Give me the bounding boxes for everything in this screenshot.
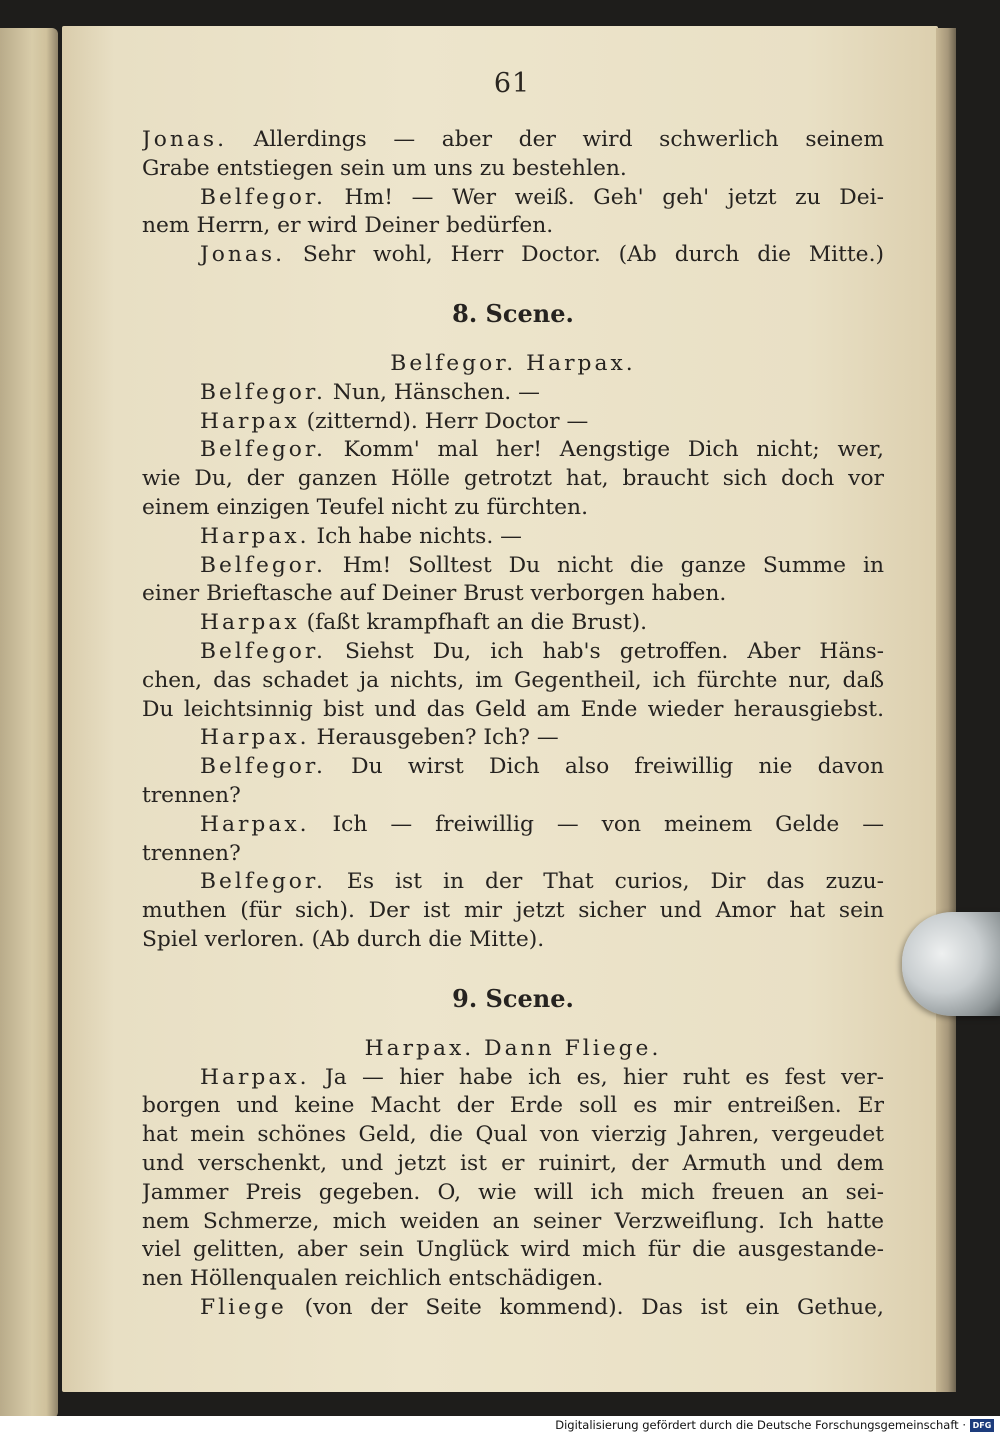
line-text: trennen? bbox=[142, 782, 241, 808]
speaker-name: Belfegor. bbox=[200, 638, 326, 664]
line-text: Sehr wohl, Herr Doctor. (Ab durch die Mitte.) bbox=[302, 242, 884, 268]
line-text: nen Höllenqualen reichlich entschädigen. bbox=[142, 1266, 604, 1292]
dialogue-line bbox=[142, 811, 884, 840]
line-text: Komm' mal her! Aengstige Dich nicht; wer, bbox=[343, 437, 884, 463]
line-text: nem Herrn, er wird Deiner bedürfen. bbox=[142, 213, 554, 239]
text-line bbox=[142, 212, 884, 241]
text-line bbox=[142, 580, 884, 609]
text-line bbox=[142, 840, 884, 869]
funding-notice: Digitalisierung gefördert durch die Deutsche Forschungsgemeinschaft · bbox=[555, 1418, 966, 1432]
line-text: Ich habe nichts. — bbox=[316, 523, 522, 549]
speaker-name: Harpax. bbox=[200, 811, 310, 837]
line-text: und verschenkt, und jetzt ist er ruinirt, der Armuth und dem bbox=[142, 1150, 884, 1176]
line-text: Ja — hier habe ich es, hier ruht es fest ver- bbox=[324, 1064, 884, 1090]
dialogue-line bbox=[142, 126, 884, 155]
line-text: Herausgeben? Ich? — bbox=[316, 725, 559, 751]
spacer bbox=[142, 270, 884, 294]
speaker-name: Belfegor. bbox=[200, 437, 326, 463]
dialogue-line bbox=[142, 436, 884, 465]
spacer bbox=[142, 1019, 884, 1035]
line-text: muthen (für sich). Der ist mir jetzt sicher und Amor hat sein bbox=[142, 898, 884, 924]
dialogue-line bbox=[142, 379, 884, 408]
speaker-name: Jonas. bbox=[142, 127, 228, 152]
line-text: Harpax. Dann Fliege. bbox=[364, 1035, 662, 1061]
text-line bbox=[142, 1092, 884, 1121]
line-text: Hm! Solltest Du nicht die ganze Summe in bbox=[342, 552, 884, 578]
dialogue-line bbox=[142, 241, 884, 270]
spacer bbox=[142, 955, 884, 979]
text-line bbox=[142, 465, 884, 494]
line-text: Allerdings — aber der wird schwerlich seinem bbox=[253, 127, 884, 152]
text-line bbox=[142, 494, 884, 523]
line-text: nem Schmerze, mich weiden an seiner Verzweiflung. Ich hatte bbox=[142, 1208, 884, 1234]
line-text: chen, das schadet ja nichts, im Gegentheil, ich fürchte nur, daß bbox=[142, 667, 884, 693]
text-line bbox=[142, 1150, 884, 1179]
dialogue-line bbox=[142, 724, 884, 753]
page-clip-icon bbox=[902, 912, 1000, 1016]
dialogue-line bbox=[142, 609, 884, 638]
speaker-name: Harpax. bbox=[200, 1064, 310, 1090]
speaker-name: Harpax bbox=[200, 610, 300, 636]
dialogue-line bbox=[142, 638, 884, 667]
line-text: (zitternd). Herr Doctor — bbox=[306, 408, 589, 434]
line-text: hat mein schönes Geld, die Qual von vierzig Jahren, vergeudet bbox=[142, 1122, 884, 1148]
speaker-name: Harpax. bbox=[200, 523, 310, 549]
dialogue-line bbox=[142, 523, 884, 552]
dialogue-line bbox=[142, 184, 884, 213]
speaker-name: Harpax. bbox=[200, 725, 310, 751]
text-line bbox=[142, 1236, 884, 1265]
page-text bbox=[142, 126, 884, 1323]
text-line bbox=[142, 1179, 884, 1208]
spacer bbox=[142, 334, 884, 350]
line-text: Hm! — Wer weiß. Geh' geh' jetzt zu Dei- bbox=[344, 184, 884, 210]
speaker-name: Belfegor. bbox=[200, 754, 326, 780]
dialogue-line bbox=[142, 552, 884, 581]
text-line bbox=[142, 897, 884, 926]
line-text: Spiel verloren. (Ab durch die Mitte). bbox=[142, 926, 545, 952]
line-text: Belfegor. Harpax. bbox=[390, 350, 636, 376]
dfg-logo: DFG bbox=[970, 1419, 994, 1432]
line-text: borgen und keine Macht der Erde soll es mir entreißen. Er bbox=[142, 1093, 884, 1119]
text-line bbox=[142, 350, 884, 379]
speaker-name: Belfegor. bbox=[200, 184, 326, 210]
line-text: Nun, Hänschen. — bbox=[332, 379, 540, 405]
dialogue-line bbox=[142, 1294, 884, 1323]
text-line bbox=[142, 1208, 884, 1237]
text-line bbox=[142, 782, 884, 811]
line-text: einem einzigen Teufel nicht zu fürchten. bbox=[142, 494, 589, 520]
page-stack-edge bbox=[936, 28, 956, 1392]
speaker-name: Fliege bbox=[200, 1294, 287, 1320]
text-line bbox=[142, 926, 884, 955]
speaker-name: Belfegor. bbox=[200, 869, 326, 895]
text-line bbox=[142, 667, 884, 696]
line-text: trennen? bbox=[142, 840, 241, 866]
line-text: Jammer Preis gegeben. O, wie will ich mich freuen an sei- bbox=[142, 1179, 884, 1205]
speaker-name: Jonas. bbox=[200, 242, 286, 268]
page-number: 61 bbox=[493, 68, 531, 99]
line-text: wie Du, der ganzen Hölle getrotzt hat, braucht sich doch vor bbox=[142, 466, 884, 492]
line-text: Du wirst Dich also freiwillig nie davon bbox=[351, 754, 884, 780]
line-text: Es ist in der That curios, Dir das zuzu- bbox=[346, 869, 884, 895]
line-text: (von der Seite kommend). Das ist ein Gethue, bbox=[304, 1294, 884, 1320]
line-text: Siehst Du, ich hab's getroffen. Aber Häns- bbox=[344, 638, 884, 664]
speaker-name: Belfegor. bbox=[200, 552, 326, 578]
line-text: Ich — freiwillig — von meinem Gelde — bbox=[332, 811, 884, 837]
dialogue-line bbox=[142, 1064, 884, 1093]
dialogue-line bbox=[142, 753, 884, 782]
line-text: (faßt krampfhaft an die Brust). bbox=[306, 610, 648, 636]
dialogue-line bbox=[142, 868, 884, 897]
scene-heading: 9. Scene. bbox=[452, 983, 574, 1013]
text-line bbox=[142, 1121, 884, 1150]
line-text: einer Brieftasche auf Deiner Brust verborgen haben. bbox=[142, 581, 727, 607]
dialogue-line bbox=[142, 408, 884, 437]
line-text: Du leichtsinnig bist und das Geld am Ende wieder herausgiebst. bbox=[142, 696, 884, 722]
speaker-name: Belfegor. bbox=[200, 379, 326, 405]
scene-heading: 8. Scene. bbox=[452, 298, 574, 328]
text-line bbox=[142, 1265, 884, 1294]
digitization-footer bbox=[0, 1416, 1000, 1436]
text-line bbox=[142, 696, 884, 725]
speaker-name: Harpax bbox=[200, 408, 300, 434]
facing-page-edge bbox=[0, 28, 58, 1418]
text-line bbox=[142, 155, 884, 184]
line-text: Grabe entstiegen sein um uns zu bestehlen. bbox=[142, 155, 627, 181]
line-text: viel gelitten, aber sein Unglück wird mich für die ausgestande- bbox=[142, 1237, 884, 1263]
text-line bbox=[142, 1035, 884, 1064]
